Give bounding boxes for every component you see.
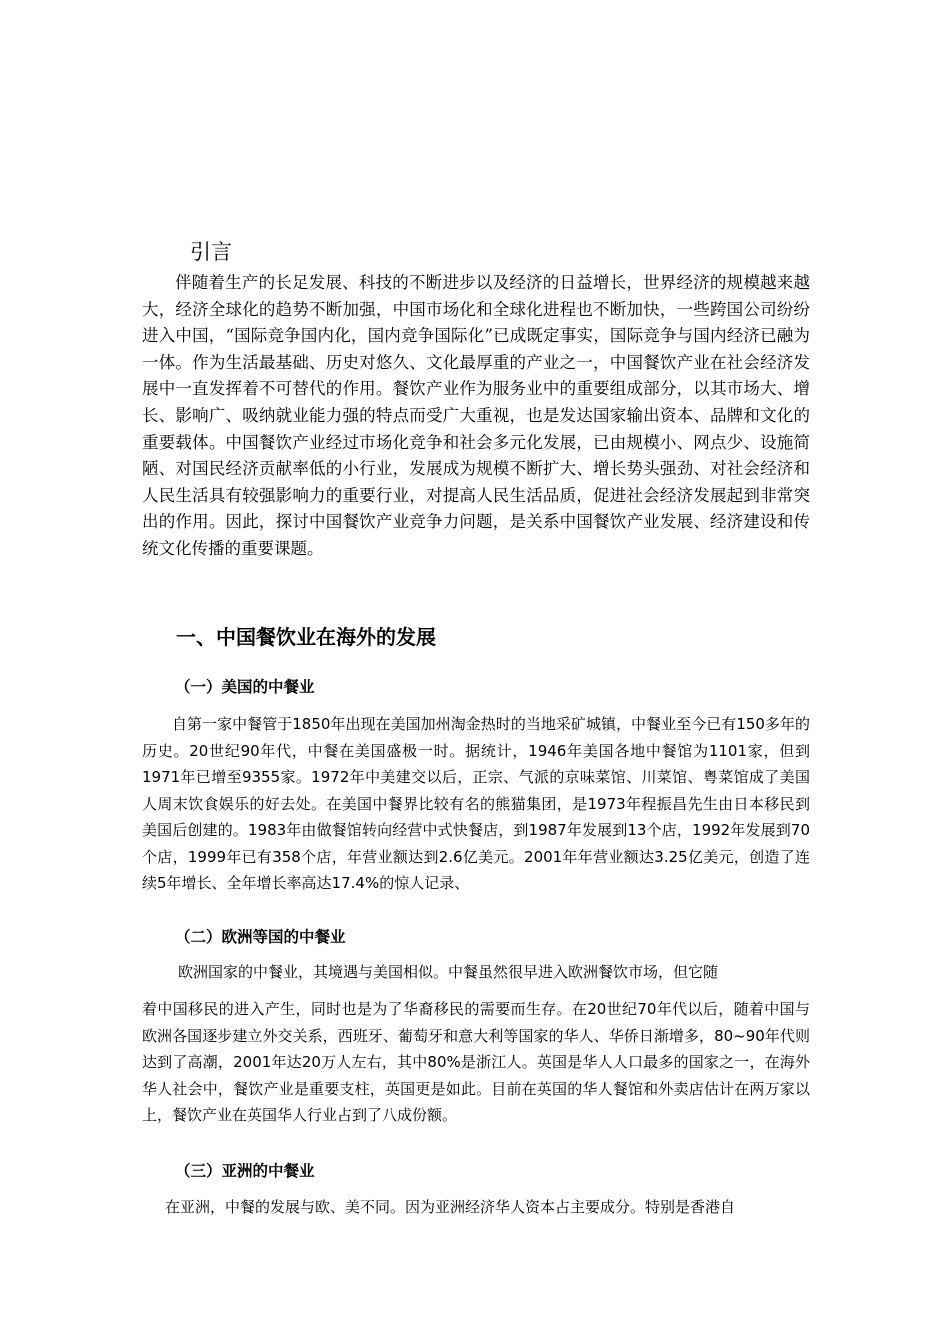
europe-paragraph-first-line: 欧洲国家的中餐业，其境遇与美国相似。中餐虽然很早进入欧洲餐饮市场，但它随	[178, 963, 719, 981]
subheading-europe: （二）欧洲等国的中餐业	[175, 928, 346, 946]
intro-paragraph: 伴随着生产的长足发展、科技的不断进步以及经济的日益增长，世界经济的规模越来越大，经济全球化的趋势不断加强，中国市场化和全球化进程也不断加快，一些跨国公司纷纷进入中国，“国际竞争国内化，国内竞争国际化”已成既定事实，国际竞争与国内经济已融为一体。作为生活最基础、历史对悠久、文化最厚重的产业之一，中国餐饮产业在社会经济发展中一直发挥着不可替代的作用。餐饮产业作为服务业中的重要组成部分，以其市场大、增长、影响广、吸纳就业能力强的特点而受广大重视，也是发达国家输出资本、品牌和文化的重要载体。中国餐饮产业经过市场化竞争和社会多元化发展，已由规模小、网点少、设施简陋、对国民经济贡献率低的小行业，发展成为规模不断扩大、增长势头强劲、对社会经济和人民生活具有较强影响力的重要行业，对提高人民生活品质，促进社会经济发展起到非常突出的作用。因此，探讨中国餐饮产业竞争力问题，是关系中国餐饮产业发展、经济建设和传统文化传播的重要课题。	[142, 273, 810, 558]
subheading-usa: （一）美国的中餐业	[175, 678, 315, 696]
subheading-asia: （三）亚洲的中餐业	[175, 1162, 315, 1180]
asia-paragraph-first-line: 在亚洲，中餐的发展与欧、美不同。因为亚洲经济华人资本占主要成分。特别是香港自	[165, 1198, 736, 1216]
europe-paragraph: 着中国移民的进入产生，同时也是为了华裔移民的需要而生存。在20世纪70年代以后，随着中国与欧洲各国逐步建立外交关系，西班牙、葡萄牙和意大利等国家的华人、华侨日渐增多，80~90年代则达到了高潮，2001年达20万人左右，其中80%是浙江人。英国是华人人口最多的国家之一，在海外华人社会中，餐饮产业是重要支柱，英国更是如此。目前在英国的华人餐馆和外卖店估计在两万家以上，餐饮产业在英国华人行业占到了八成份额。	[142, 1000, 810, 1124]
intro-title: 引言	[190, 240, 232, 264]
usa-paragraph: 自第一家中餐管于1850年出现在美国加州淘金热时的当地采矿城镇，中餐业至今已有150多年的历史。20世纪90年代，中餐在美国盛极一时。据统计，1946年美国各地中餐馆为1101家，但到1971年已增至9355家。1972年中美建交以后，正宗、气派的京味菜馆、川菜馆、粤菜馆成了美国人周末饮食娱乐的好去处。在美国中餐界比较有名的熊猫集团，是1973年程振昌先生由日本移民到美国后创建的。1983年由做餐馆转向经营中式快餐店，到1987年发展到13个店，1992年发展到70个店，1999年已有358个店，年营业额达到2.6亿美元。2001年年营业额达3.25亿美元，创造了连续5年增长、全年增长率高达17.4%的惊人记录、	[142, 715, 810, 892]
section-heading-overseas: 一、中国餐饮业在海外的发展	[176, 625, 436, 649]
